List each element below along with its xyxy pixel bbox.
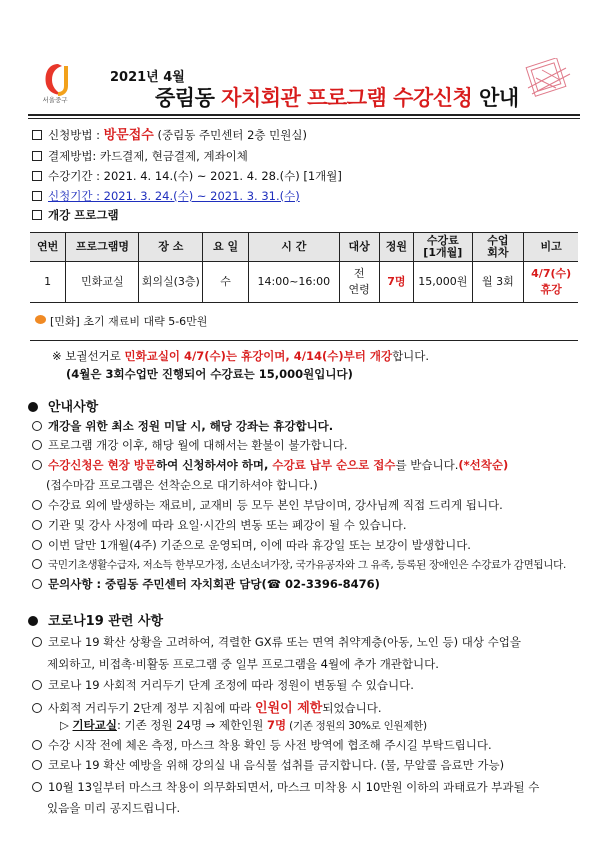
table-cell: 회의실(3층)	[139, 262, 203, 303]
title-part-2: 자치회관 프로그램 수강신청	[221, 86, 473, 110]
circle-bullet-icon	[32, 540, 42, 550]
checkbox-square-icon	[32, 171, 42, 181]
guide-item: 수강료 외에 발생하는 재료비, 교재비 등 모두 본인 부담이며, 강사님께 직접 드리게 됩니다.	[32, 497, 503, 513]
col-header: 수강료 [1개월]	[414, 233, 472, 262]
col-header: 프로그램명	[66, 233, 139, 262]
covid-item: 10월 13일부터 마스크 착용이 의무화되면서, 마스크 미착용 시 10만원 이하의 과태료가 부과될 수	[32, 779, 539, 795]
logo-caption: 서울중구	[42, 96, 68, 104]
circle-bullet-icon	[32, 559, 42, 569]
jung-gu-logo-icon	[40, 60, 76, 100]
covid-item-continued: 있음을 미리 공지드립니다.	[47, 801, 181, 815]
guide-item: 이번 달만 1개월(4주) 기준으로 운영되며, 이에 따라 휴강일 또는 보강이 발생합니다.	[32, 537, 471, 553]
guide-item: 수강신청은 현장 방문하여 신청하셔야 하며, 수강료 납부 순으로 접수를 받습니다.(*선착순)	[32, 457, 508, 473]
checkbox-square-icon	[32, 130, 42, 140]
covid-section-title: 코로나19 관련 사항	[28, 610, 163, 629]
col-header: 시 간	[249, 233, 340, 262]
info-course-period: 수강기간 : 2021. 4. 14.(수) ~ 2021. 4. 28.(수) [1개월]	[32, 168, 342, 184]
program-table	[30, 232, 578, 303]
guide-item: 기관 및 강사 사정에 따라 요일·시간의 변동 또는 폐강이 될 수 있습니다.	[32, 517, 407, 533]
bullet-icon	[28, 402, 38, 412]
covid-item: 코로나 19 사회적 거리두기 단계 조정에 따라 정원이 변동될 수 있습니다.	[32, 677, 414, 693]
guide-item: 프로그램 개강 이후, 해당 월에 대해서는 환불이 불가합니다.	[32, 437, 348, 453]
circle-bullet-icon	[32, 760, 42, 770]
bullet-icon	[28, 616, 38, 626]
header-rule-thick	[28, 114, 580, 116]
guide-item: 개강을 위한 최소 정원 미달 시, 해당 강좌는 휴강합니다.	[32, 418, 333, 434]
table-cell: 월 3회	[472, 262, 524, 303]
circle-bullet-icon	[32, 782, 42, 792]
table-cell: 7명	[379, 262, 413, 303]
table-cell: 민화교실	[66, 262, 139, 303]
table-note: [민화] 초기 재료비 대략 5-6만원	[50, 315, 208, 328]
circle-bullet-icon	[32, 421, 42, 431]
guide-item: 국민기초생활수급자, 저소득 한부모가정, 소년소녀가장, 국가유공자와 그 유족, 등록된 장애인은 수강료가 감면됩니다.	[32, 557, 566, 572]
info-apply-period: 신청기간 : 2021. 3. 24.(수) ~ 2021. 3. 31.(수)	[32, 188, 300, 204]
title-part-3: 안내	[472, 86, 519, 110]
covid-item: 코로나 19 확산 예방을 위해 강의실 내 음식물 섭취를 금지합니다. (물, 무알콜 음료만 가능)	[32, 757, 504, 773]
covid-item: 코로나 19 확산 상황을 고려하여, 격렬한 GX류 또는 면역 취약계층(아동, 노인 등) 대상 수업을	[32, 634, 521, 650]
table-note-row	[30, 300, 578, 341]
guide-item: 문의사항 : 중림동 주민센터 자치회관 담당(☎ 02-3396-8476)	[32, 576, 380, 592]
covid-item: 수강 시작 전에 체온 측정, 마스크 착용 확인 등 사전 방역에 협조해 주시길 부탁드립니다.	[32, 737, 492, 753]
circle-bullet-icon	[32, 680, 42, 690]
circle-bullet-icon	[32, 520, 42, 530]
col-header: 연번	[30, 233, 66, 262]
circle-bullet-icon	[32, 579, 42, 589]
guide-section-title: 안내사항	[28, 396, 98, 415]
circle-bullet-icon	[32, 740, 42, 750]
col-header: 정원	[379, 233, 413, 262]
col-header: 장 소	[139, 233, 203, 262]
info-payment: 결제방법: 카드결제, 현금결제, 계좌이체	[32, 148, 248, 164]
orange-dot-icon	[35, 315, 46, 324]
covid-item-continued: 제외하고, 비접촉·비활동 프로그램 중 일부 프로그램을 4월에 추가 개관합니다.	[47, 657, 439, 671]
document-title	[155, 82, 519, 112]
table-cell: 전 연령	[339, 262, 379, 303]
circle-bullet-icon	[32, 500, 42, 510]
table-cell: 수	[203, 262, 249, 303]
warning-line-2: (4월은 3회수업만 진행되어 수강료는 15,000원입니다)	[66, 367, 353, 381]
warning-line-1: ※ 보궐선거로 민화교실이 4/7(수)는 휴강이며, 4/14(수)부터 개강합니다.	[52, 349, 430, 363]
checkbox-square-icon	[32, 210, 42, 220]
table-header-row	[30, 233, 578, 262]
circle-bullet-icon	[32, 637, 42, 647]
circle-bullet-icon	[32, 703, 42, 713]
table-cell: 4/7(수) 휴강	[524, 262, 578, 303]
info-programs-label: 개강 프로그램	[32, 207, 119, 223]
table-cell: 1	[30, 262, 66, 303]
checkbox-square-icon	[32, 191, 42, 201]
header-rule-thin	[28, 118, 580, 119]
col-header: 요 일	[203, 233, 249, 262]
title-part-1: 중림동	[155, 86, 222, 110]
info-application-method: 신청방법 : 방문접수 (중림동 주민센터 2층 민원실)	[32, 124, 307, 143]
col-header: 대상	[339, 233, 379, 262]
method-value: 방문접수	[103, 128, 154, 143]
col-header: 수업 회차	[472, 233, 524, 262]
circle-bullet-icon	[32, 460, 42, 470]
col-header: 비고	[524, 233, 578, 262]
table-cell: 15,000원	[414, 262, 472, 303]
document-year: 2021년 4월	[110, 70, 185, 85]
covid-subitem: ▷ 기타교실: 기존 정원 24명 ⇒ 제한인원 7명 (기존 정원의 30%로 인원제한)	[60, 718, 427, 732]
table-row	[30, 262, 578, 303]
guide-subnote: (접수마감 프로그램은 선착순으로 대기하셔야 합니다.)	[46, 478, 318, 492]
circle-bullet-icon	[32, 440, 42, 450]
table-cell: 14:00~16:00	[249, 262, 340, 303]
covid-item: 사회적 거리두기 2단계 정부 지침에 따라 인원이 제한되었습니다.	[32, 697, 382, 716]
checkbox-square-icon	[32, 151, 42, 161]
decorative-stamp-icon	[516, 58, 572, 98]
